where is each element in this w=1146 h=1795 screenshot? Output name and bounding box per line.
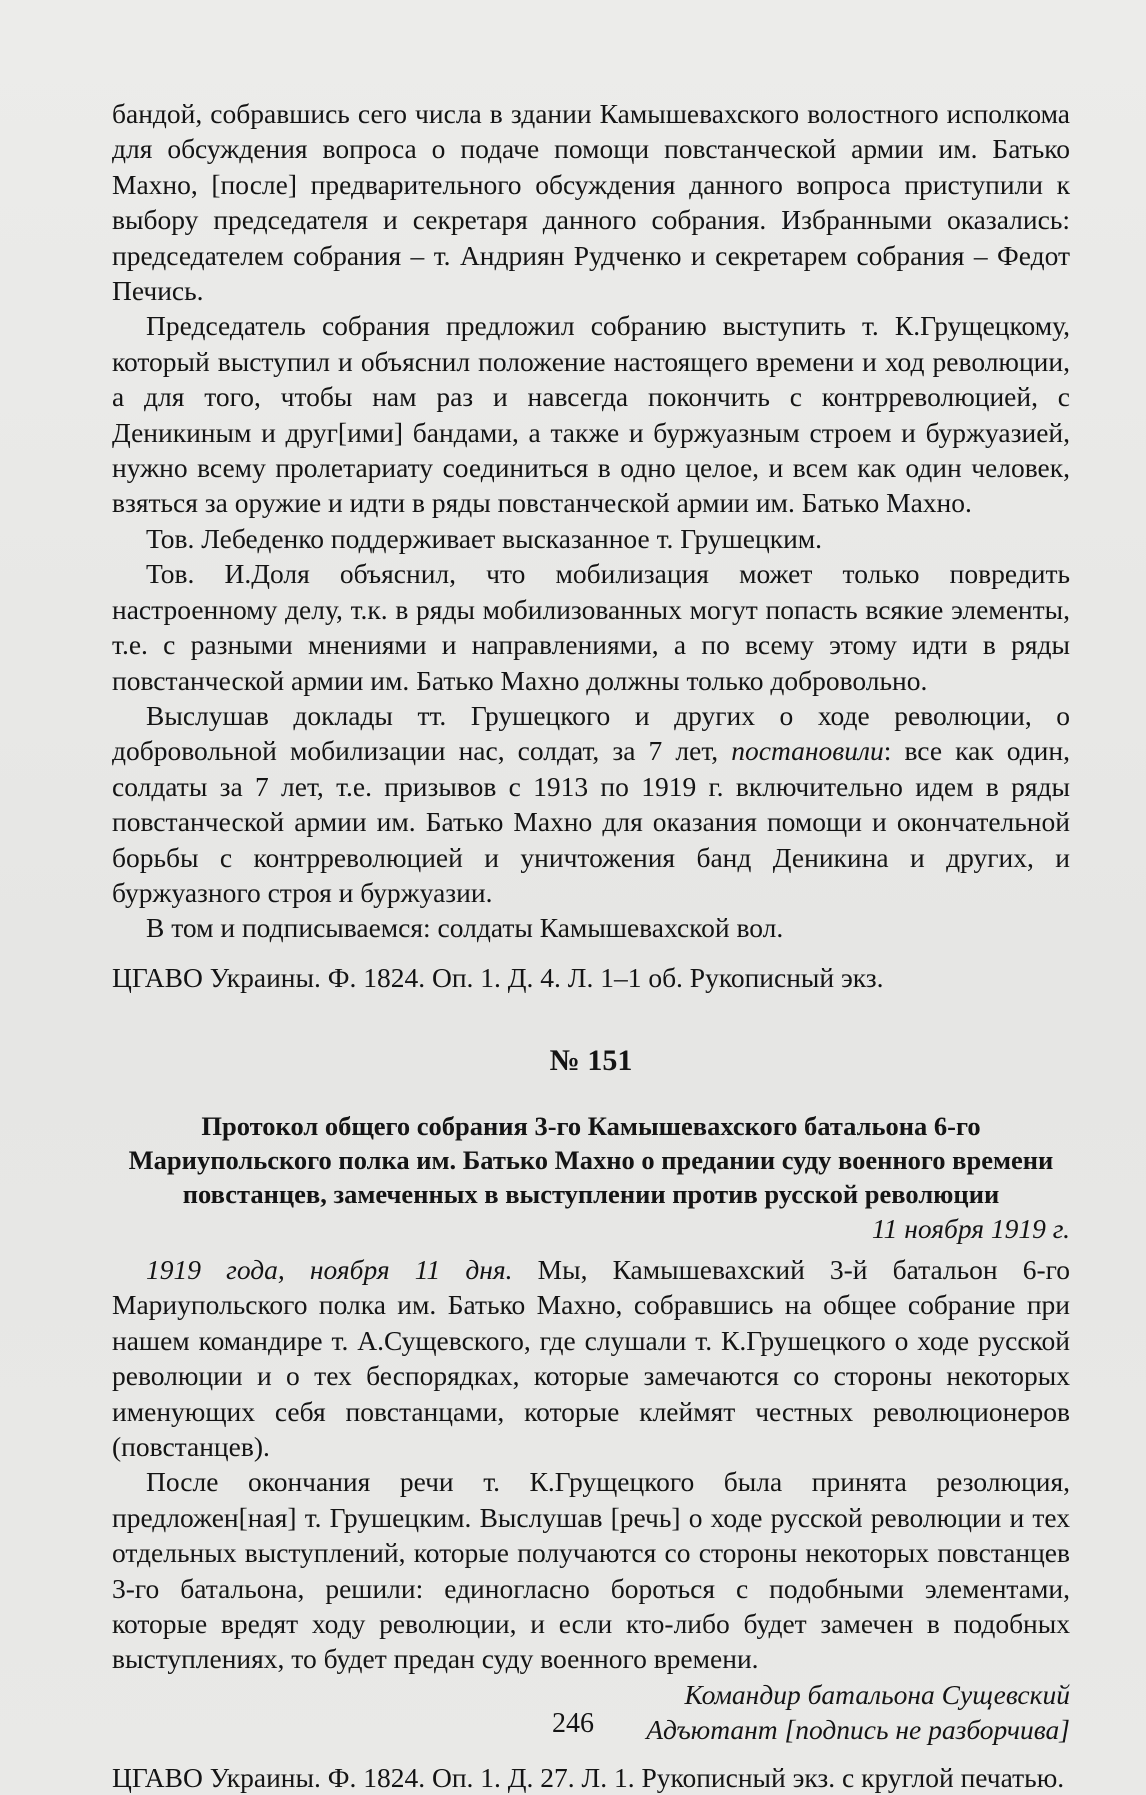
document-number: № 151 xyxy=(549,1044,633,1078)
meeting-date: 1919 года, ноября 11 дня. xyxy=(146,1253,513,1285)
archive-source-1: ЦГАВО Украины. Ф. 1824. Оп. 1. Д. 4. Л. 1–1 об. Рукописный экз. xyxy=(112,961,884,993)
document-date: 11 ноября 1919 г. xyxy=(871,1212,1070,1244)
resolution-text-end: : все как один, солдаты за 7 лет, т.е. призывов с 1913 по 1919 г. включительно идем в ряды повстанческой армии им. Батько Махно для оказания помощи и окончательной борьбы с контрреволюцией и уничтожения банд Деникина и других, и буржуазного строя и буржуазии. xyxy=(112,735,1070,908)
resolution-keyword: постановили xyxy=(731,735,884,767)
paragraph-dolya: Тов. И.Доля объяснил, что мобилизация может только повредить настроенному делу, т.к. в ряды мобилизованных могут попасть всякие элементы, т.е. с разными мнениями и направлениями, а по всему этому идти в ряды повстанческой армии им. Батько Махно должны только добровольно. xyxy=(112,558,1070,696)
paragraph-lebedenko: Тов. Лебеденко поддерживает высказанное т. Грушецким. xyxy=(146,522,823,554)
meeting-text: Мы, Камышевахский 3-й батальон 6-го Мариупольского полка им. Батько Махно, собравшись на общее собрание при нашем командире т. А.Сущевского, где слушали т. К.Грушецкого о ходе русской революции и о тех беспорядках, которые замечаются со стороны некоторых именующих себя повстанцами, которые клеймят честных революционеров (повстанцев). xyxy=(112,1253,1071,1462)
archive-source-2: ЦГАВО Украины. Ф. 1824. Оп. 1. Д. 27. Л. 1. Рукописный экз. с круглой печатью. xyxy=(112,1761,1065,1793)
resolution-text-start: Выслушав доклады тт. Грушецкого и других о ходе революции, о добровольной мобилизации нас, солдат, за 7 лет, xyxy=(112,699,1070,767)
paragraph-continuation: бандой, собравшись сего числа в здании Камышевахского волостного исполкома для обсуждения вопроса о подаче помощи повстанческой армии им. Батько Махно, [после] предварительного обсуждения данного вопроса приступили к выбору председателя и секретаря данного собрания. Избранными оказались: председателем собрания – т. Андриян Рудченко и секретарем собрания – Федот Печись. xyxy=(112,98,1070,307)
document-body xyxy=(112,96,1070,1795)
page-number: 246 xyxy=(552,1708,594,1739)
paragraph-chairman: Председатель собрания предложил собранию выступить т. К.Грущецкому, который выступил и объяснил положение настоящего времени и ход революции, а для того, чтобы нам раз и навсегда покончить с контрреволюцией, с Деникиным и друг[ими] бандами, а также и буржуазным строем и буржуазией, нужно всему пролетариату соединиться в одно целое, и всем как один человек, взяться за оружие и идти в ряды повстанческой армии им. Батько Махно. xyxy=(112,310,1070,519)
signature-commander: Командир батальона Сущевский xyxy=(684,1678,1070,1710)
document-title: Протокол общего собрания 3-го Камышевахского батальона 6-го Мариупольского полка им. Батько Махно о предании суду военного времени повстанцев, замеченных в выступлении против русской революции xyxy=(128,1110,1054,1209)
paragraph-resolution xyxy=(112,698,1070,910)
paragraph-decision: После окончания речи т. К.Грущецкого была принята резолюция, предложен[ная] т. Грушецким. Выслушав [речь] о ходе русской революции и тех отдельных выступлений, которые получаются со стороны некоторых повстанцев 3-го батальона, решили: единогласно бороться с подобными элементами, которые вредят ходу революции, и если кто-либо будет замечен в подобных выступлениях, то будет предан суду военного времени. xyxy=(112,1466,1070,1675)
signature-adjutant: Адъютант [подпись не разборчива] xyxy=(646,1714,1070,1746)
paragraph-signature-line: В том и подписываемся: солдаты Камышевахской вол. xyxy=(146,912,784,944)
paragraph-meeting xyxy=(112,1252,1070,1464)
